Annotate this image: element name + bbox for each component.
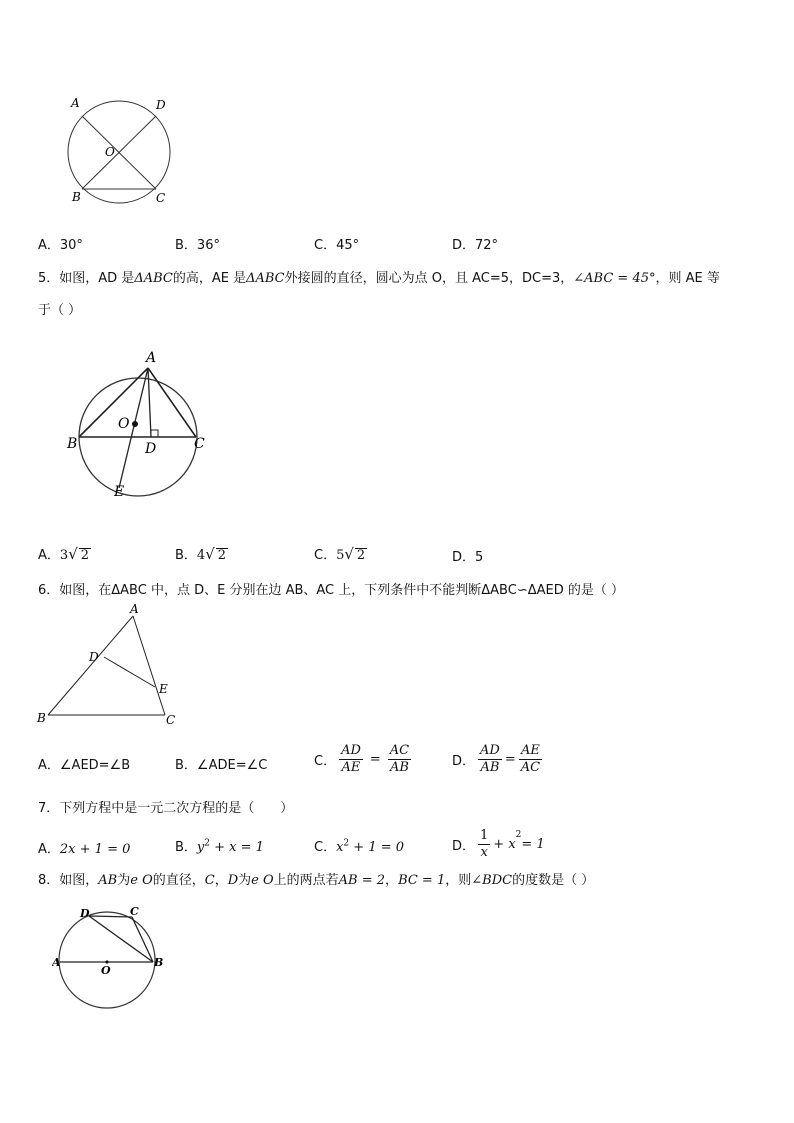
q7-option-d[interactable] [452,828,545,861]
q8-math-6: AB = 2 [338,873,386,888]
q7-option-c-exponent: 2 [343,838,350,849]
fraction-denominator: AB [389,760,409,775]
q6-option-c-fraction-2 [388,743,411,776]
q7-option-a-equation: 2x + 1 = 0 [59,842,131,857]
q5-label-e: E [114,484,125,500]
q5-option-a[interactable] [38,544,91,563]
equals-sign: = [504,752,516,767]
q5-option-b[interactable] [175,544,228,563]
q5-option-d[interactable]: D．5 [452,550,484,565]
q4-option-d[interactable]: D．72° [452,238,499,253]
q5-label-d: D [145,441,157,457]
q8-text-1: 8．如图， [38,873,99,888]
q6-label-d: D [89,650,99,664]
q7-option-c-prefix: C． [314,840,337,855]
q7-option-d-rest: = 1 [521,837,545,852]
q6-label-b: B [37,711,46,725]
q6-figure [34,604,184,728]
q8-text-6: 上的两点若 [273,873,339,888]
q7-option-c[interactable] [314,836,404,855]
fraction-denominator: AB [480,760,500,775]
fraction-numerator: AC [389,743,410,758]
equals-sign: = [369,752,381,767]
q5-option-a-coef: 3 [59,548,69,563]
radical-sign-icon: √ [205,545,215,563]
q8-math-3: C [204,873,215,888]
q8-label-o: O [101,964,111,977]
question-5 [38,266,760,324]
radical-sign-icon: √ [344,545,354,563]
q8-circle [59,912,155,1008]
q7-option-c-base: x [336,840,344,855]
q8-text-7: ， [385,873,399,888]
q4-option-b[interactable]: B．36° [175,238,220,253]
q5-side-ac [148,368,196,437]
q8-math-7: BC = 1 [398,873,446,888]
q6-side-ab [48,616,133,715]
q5-label-o: O [118,416,130,432]
q7-option-a-prefix: A． [38,842,60,857]
q6-label-a: A [130,604,139,616]
q5-text-1: 5．如图，AD 是 [38,271,135,286]
q5-text-3: 外接圆的直径，圆心为点 O，且 AC=5，DC=3， [284,271,574,286]
q8-text-3: 的直径， [152,873,205,888]
q8-label-a: A [52,956,61,969]
q6-option-c-prefix: C． [314,754,337,769]
q5-label-b: B [67,436,78,452]
q5-label-c: C [194,436,205,452]
q4-label-d: D [156,98,166,112]
q5-option-c[interactable] [314,544,367,563]
q6-option-b[interactable]: B．∠ADE=∠C [175,758,268,773]
q7-option-b-exponent: 2 [204,838,211,849]
q8-text-4: ， [214,873,228,888]
q5-label-a: A [146,350,157,366]
q7-option-b-rest: + x = 1 [210,840,264,855]
question-6: 6．如图，在ΔABC 中，点 D、E 分别在边 AB、AC 上，下列条件中不能判断ΔABC∽ΔAED 的是（ ） [38,583,624,598]
q5-center-dot [132,421,138,427]
q6-option-d-fraction-1 [478,743,502,776]
q8-figure [52,904,172,1014]
q6-label-c: C [166,713,176,727]
q4-label-c: C [156,191,166,205]
q4-label-a: A [71,96,80,110]
q5-triangle-2: ΔABC [246,271,285,286]
q7-option-b-prefix: B． [175,840,197,855]
q8-text-8: ，则 [445,873,472,888]
fraction-numerator: AD [341,743,361,758]
q5-altitude-ad [148,368,151,437]
q5-text-2: 的高，AE 是 [172,271,247,286]
q5-figure [62,346,222,502]
q8-text-2: 为 [117,873,131,888]
q5-line2: 于（ ） [38,303,82,318]
q6-label-e: E [159,682,168,696]
q5-option-b-prefix: B． [175,548,197,563]
q5-option-b-coef: 4 [196,548,206,563]
q7-option-d-term: + x [493,837,516,852]
q5-line1 [38,266,760,292]
q7-option-c-rest: + 1 = 0 [349,840,405,855]
q5-option-c-coef: 5 [336,548,345,563]
fraction-numerator: AE [520,743,540,758]
q4-label-b: B [72,190,81,204]
q7-option-b[interactable] [175,836,264,855]
fraction-numerator: AD [480,743,500,758]
q4-option-a[interactable]: A．30° [38,238,83,253]
q5-option-c-prefix: C． [314,548,337,563]
q4-option-c[interactable]: C．45° [314,238,360,253]
q8-math-5: e O [251,873,274,888]
q6-option-c[interactable] [314,743,414,776]
q5-text-4: ，则 AE 等 [655,271,720,286]
q8-label-c: C [130,905,139,918]
q8-label-d: D [80,907,90,920]
q5-option-a-prefix: A． [38,548,60,563]
q7-option-d-exponent: 2 [515,830,522,840]
q5-triangle-1: ΔABC [134,271,173,286]
q8-label-b: B [154,956,164,969]
q7-option-a[interactable] [38,838,130,857]
q8-text-5: 为 [238,873,252,888]
question-7: 7．下列方程中是一元二次方程的是（ ） [38,801,294,816]
q6-side-ac [133,616,165,715]
q5-option-b-radicand: 2 [217,548,227,563]
q6-option-d[interactable] [452,743,545,776]
q8-math-1: AB [98,873,118,888]
q8-chord-db [89,916,153,962]
q6-option-a[interactable]: A．∠AED=∠B [38,758,131,773]
q6-option-d-prefix: D． [452,754,476,769]
radical-sign-icon: √ [68,545,78,563]
q7-option-b-base: y [196,840,205,855]
question-8 [38,868,760,894]
q5-right-angle-mark [151,430,158,437]
q8-text-9: 的度数是（ ） [512,873,595,888]
fraction-denominator: AE [341,760,361,775]
q7-option-d-fraction [478,828,490,861]
q8-math-4: D [227,873,239,888]
q4-label-o: O [105,145,115,159]
fraction-numerator: 1 [480,828,489,843]
q5-angle: ∠ABC = 45° [573,271,656,286]
q6-option-d-fraction-2 [519,743,542,776]
q4-figure [60,92,180,210]
q8-math-8: ∠BDC [471,873,513,888]
q7-option-d-prefix: D． [452,839,476,854]
q5-option-c-radicand: 2 [356,548,366,563]
q5-option-a-radicand: 2 [80,548,90,563]
q8-math-2: e O [130,873,153,888]
q6-option-c-fraction-1 [339,743,363,776]
fraction-denominator: AC [520,760,541,775]
fraction-denominator: x [480,845,488,860]
